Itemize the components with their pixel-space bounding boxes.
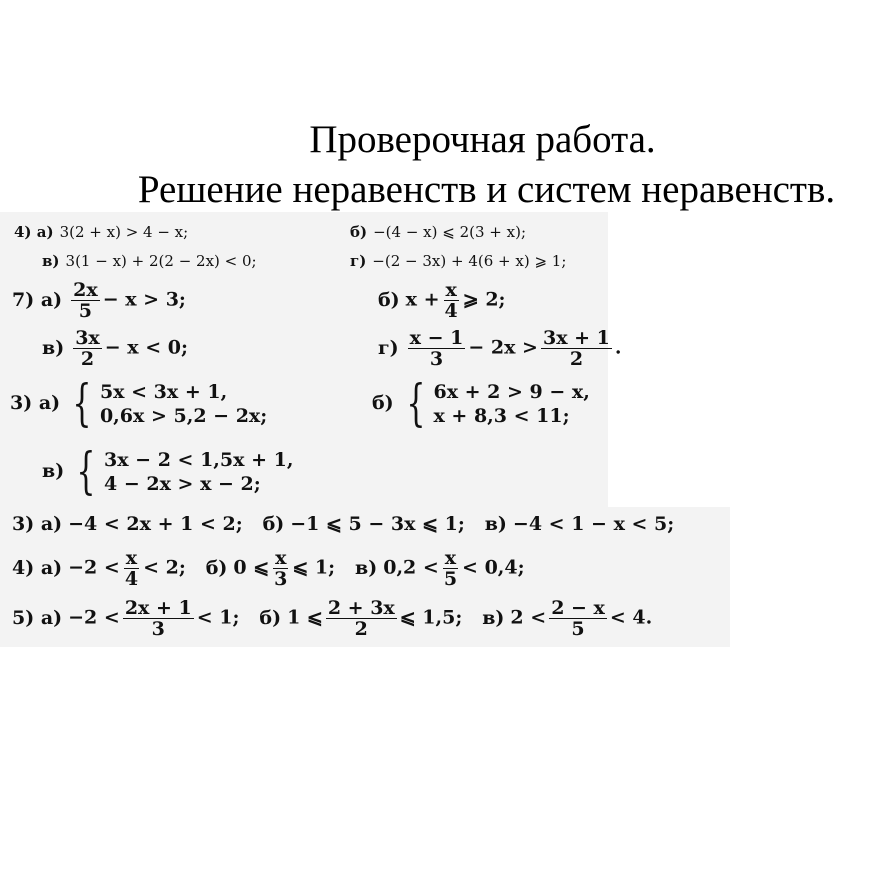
task-4-fraction-inequalities: 4) а) −2 < $\frac{x}{4}$ < 2; б) 0 ⩽ $\frac{x}{3}$ ⩽ 1; в) 0,2 < $\frac{x}{5}$ < 0,4;: [12, 547, 525, 590]
task-4v: в) 3(1 − x) + 2(2 − 2x) < 0;: [42, 252, 257, 270]
task-5-fraction-inequalities: 5) а) −2 < $\frac{2x + 1}{3}$ < 1; б) 1 ⩽ $\frac{2 + 3x}{2}$ ⩽ 1,5; в) 2 < $\frac{2 - x}{5}$ < 4.: [12, 597, 653, 640]
brace-icon: {: [76, 442, 96, 500]
task-7b: б) x + $\frac{x}{4}$ ⩾ 2;: [378, 279, 506, 322]
task-4b: б) −(4 − x) ⩽ 2(3 + x);: [350, 223, 527, 241]
task-3v-system: в) { 3x − 2 < 1,5x + 1, 4 − 2x > x − 2;: [42, 442, 294, 500]
title-line-1: Проверочная работа.: [309, 118, 656, 161]
task-4g: г) −(2 − 3x) + 4(6 + x) ⩾ 1;: [350, 252, 567, 270]
task-3b-system: б) { 6x + 2 > 9 − x, x + 8,3 < 11;: [372, 374, 590, 432]
task-3a-system: 3) а) { 5x < 3x + 1, 0,6x > 5,2 − 2x;: [10, 374, 268, 432]
task-7a: 7) а) $\frac{2x}{5}$ − x > 3;: [12, 279, 186, 322]
task-7g: г) $\frac{x - 1}{3}$ − 2x > $\frac{3x + 1}{2}$ .: [378, 327, 622, 370]
task-7v: в) $\frac{3x}{2}$ − x < 0;: [42, 327, 189, 370]
brace-icon: {: [72, 374, 92, 432]
task-3-double-inequalities: 3) а) −4 < 2x + 1 < 2; б) −1 ⩽ 5 − 3x ⩽ 1; в) −4 < 1 − x < 5;: [12, 513, 675, 535]
task-4a: 4) а) 3(2 + x) > 4 − x;: [14, 223, 189, 241]
title-line-2: Решение неравенств и систем неравенств.: [137, 168, 836, 211]
brace-icon: {: [406, 374, 426, 432]
